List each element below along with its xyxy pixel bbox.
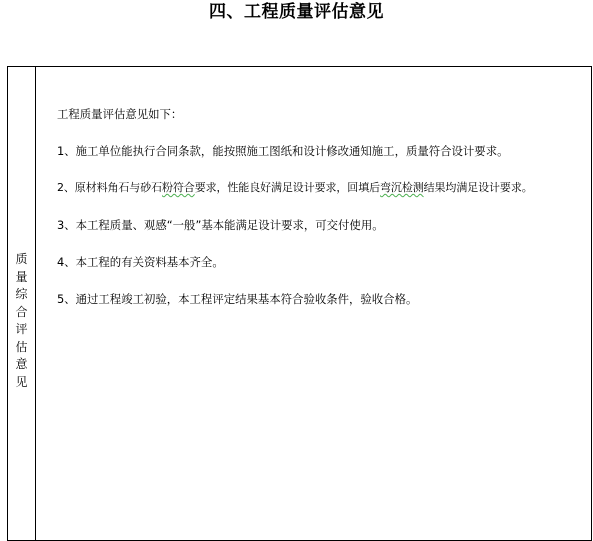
list-item: 4、本工程的有关资料基本齐全。: [57, 255, 224, 269]
list-item: [57, 181, 533, 195]
list-item: 3、本工程质量、观感“一般”基本能满足设计要求，可交付使用。: [57, 218, 384, 232]
item-text: 2、原材料角石与砂石: [57, 181, 162, 194]
item-text: 结果均满足设计要求。: [423, 181, 533, 194]
evaluation-content: [35, 67, 591, 540]
list-item: 1、施工单位能执行合同条款，能按照施工图纸和设计修改通知施工，质量符合设计要求。: [57, 144, 509, 158]
spellcheck-flagged-text: 弯沉检测: [380, 181, 424, 194]
list-item: 5、通过工程竣工初验，本工程评定结果基本符合验收条件，验收合格。: [57, 292, 418, 306]
evaluation-table: [7, 66, 592, 541]
intro-text: 工程质量评估意见如下：: [57, 107, 183, 121]
item-text: 要求，性能良好满足设计要求，回填后: [194, 181, 381, 194]
spellcheck-flagged-text: 粉符合: [162, 181, 195, 194]
section-heading: 四、工程质量评估意见: [209, 2, 384, 22]
table-side-label: 质 量 综 合 评 估 意 见: [15, 252, 28, 389]
